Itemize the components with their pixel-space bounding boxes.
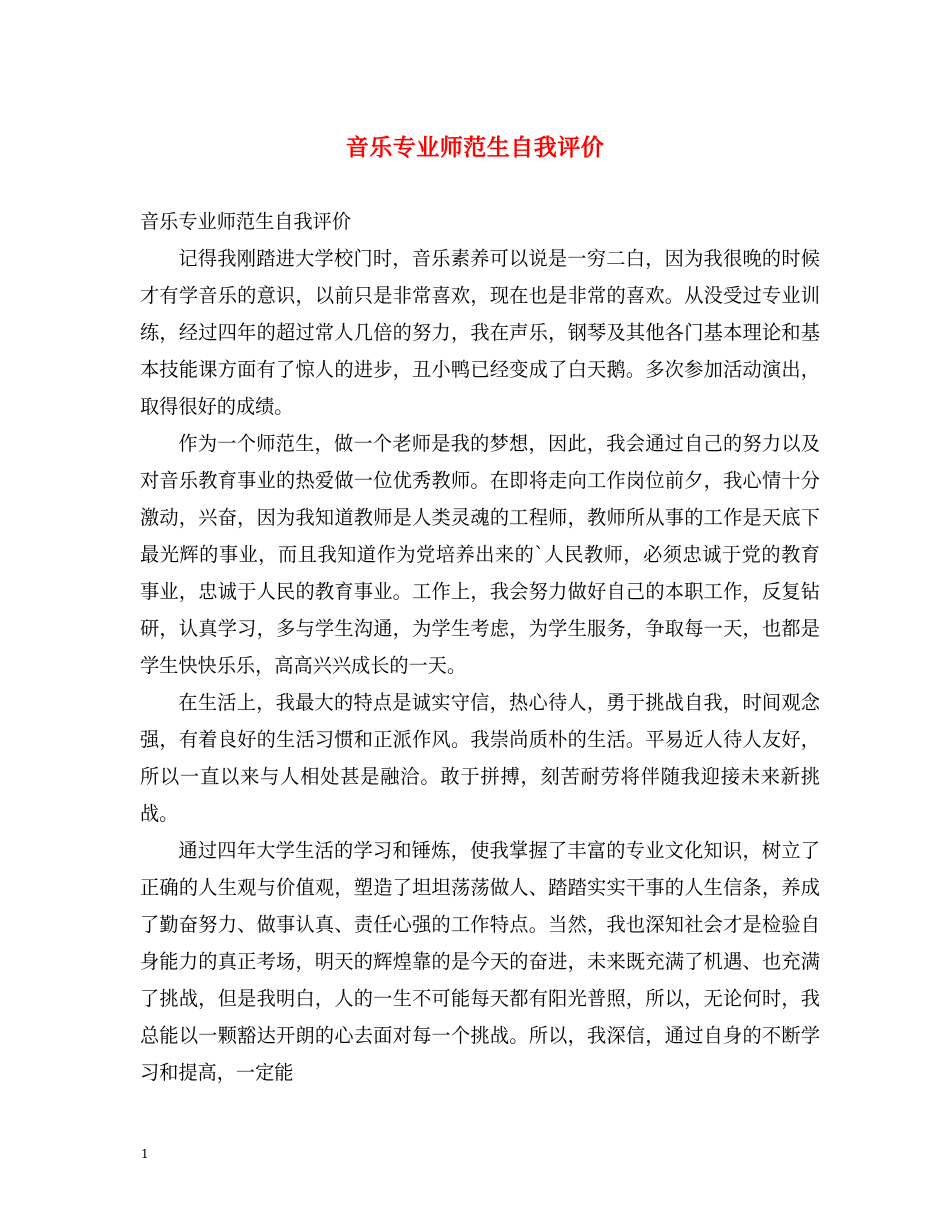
paragraph-3: 在生活上，我最大的特点是诚实守信，热心待人，勇于挑战自我，时间观念强，有着良好的生活习惯和正派作风。我崇尚质朴的生活。平易近人待人友好，所以一直以来与人相处甚是融洽。敢于拼搏，刻苦耐劳将伴随我迎接未来新挑战。 bbox=[140, 691, 820, 825]
paragraph-2: 作为一个师范生，做一个老师是我的梦想，因此，我会通过自己的努力以及对音乐教育事业的热爱做一位优秀教师。在即将走向工作岗位前夕，我心情十分激动，兴奋，因为我知道教师是人类灵魂的工程师，教师所从事的工作是天底下最光辉的事业，而且我知道作为党培养出来的`人民教师，必须忠诚于党的教育事业，忠诚于人民的教育事业。工作上，我会努力做好自己的本职工作，反复钻研，认真学习，多与学生沟通，为学生考虑，为学生服务，争取每一天，也都是学生快快乐乐，高高兴兴成长的一天。 bbox=[140, 432, 820, 677]
paragraph-4: 通过四年大学生活的学习和锤炼，使我掌握了丰富的专业文化知识，树立了正确的人生观与价值观，塑造了坦坦荡荡做人、踏踏实实干事的人生信条，养成了勤奋努力、做事认真、责任心强的工作特点。当然，我也深知社会才是检验自身能力的真正考场，明天的辉煌靠的是今天的奋进，未来既充满了机遇、也充满了挑战，但是我明白，人的一生不可能每天都有阳光普照，所以，无论何时，我总能以一颗豁达开朗的心去面对每一个挑战。所以，我深信，通过自身的不断学习和提高，一定能 bbox=[140, 839, 820, 1084]
document-subtitle: 音乐专业师范生自我评价 bbox=[140, 210, 352, 233]
paragraph-1: 记得我刚踏进大学校门时，音乐素养可以说是一穷二白，因为我很晚的时候才有学音乐的意识，以前只是非常喜欢，现在也是非常的喜欢。从没受过专业训练，经过四年的超过常人几倍的努力，我在声乐，钢琴及其他各门基本理论和基本技能课方面有了惊人的进步，丑小鸭已经变成了白天鹅。多次参加活动演出，取得很好的成绩。 bbox=[140, 247, 820, 418]
page-number: 1 bbox=[141, 1147, 149, 1161]
document-title: 音乐专业师范生自我评价 bbox=[345, 134, 605, 161]
document-body bbox=[140, 203, 820, 1091]
